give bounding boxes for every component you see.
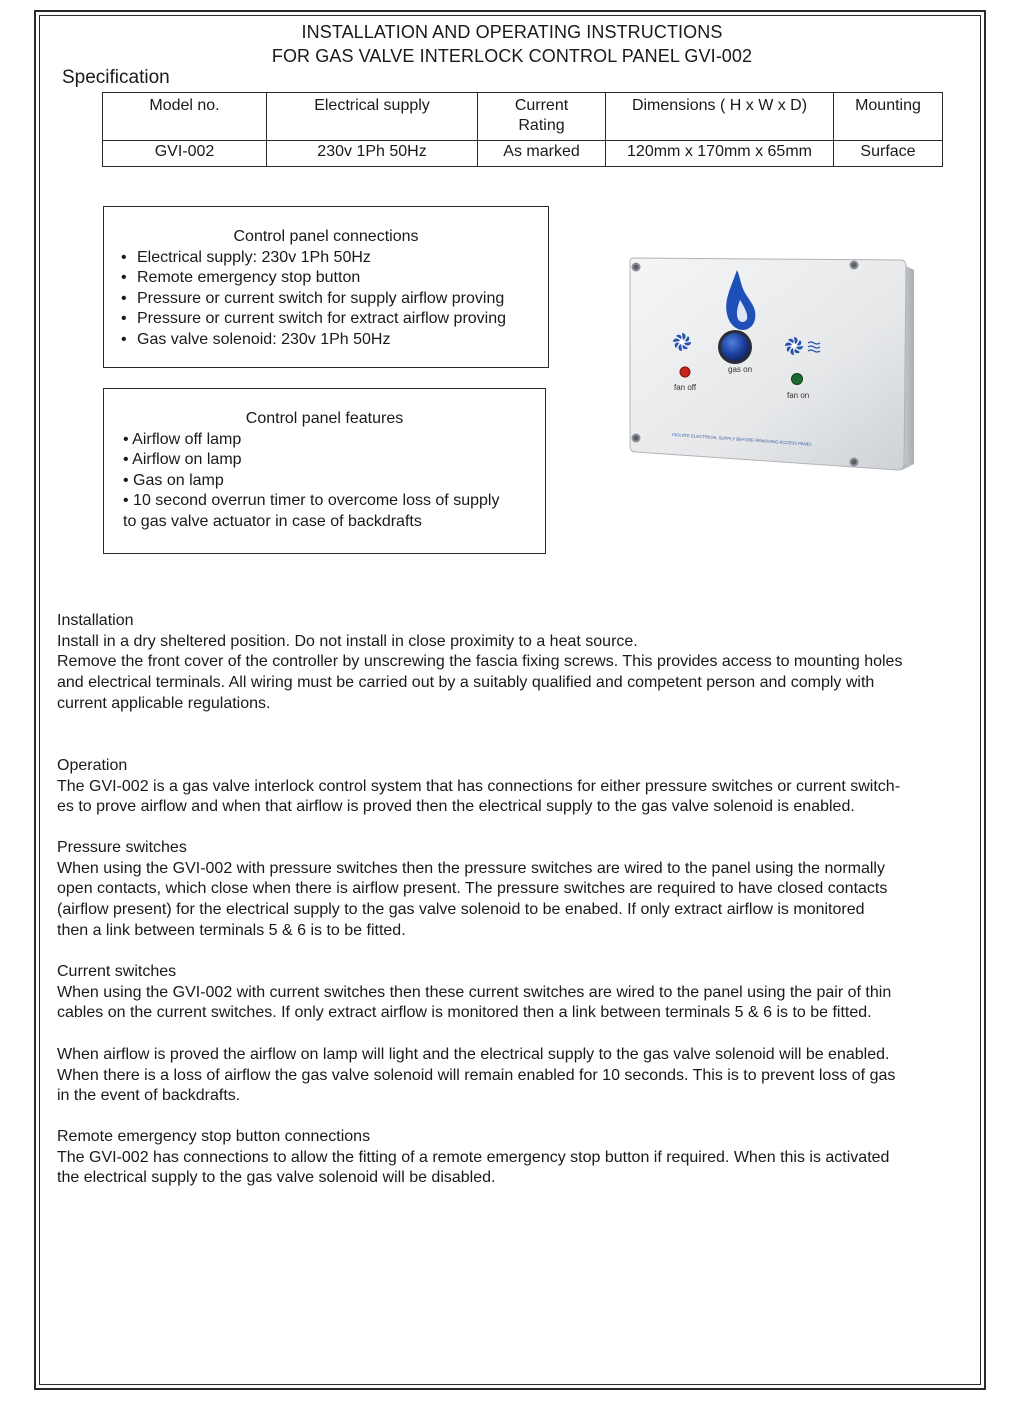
connection-item: • Gas valve solenoid: 230v 1Ph 50Hz (121, 330, 548, 351)
column-header-dimensions: Dimensions ( H x W x D) (606, 93, 834, 141)
connections-list (121, 248, 548, 351)
fan-off-lamp (680, 367, 690, 377)
features-title: Control panel features (245, 410, 404, 427)
airflow-line: When there is a loss of airflow the gas valve solenoid will remain enabled for 10 seconds. This is to prevent loss of gas (57, 1066, 896, 1084)
current-switches-heading: Current switches (57, 963, 177, 980)
document-title-line-2: FOR GAS VALVE INTERLOCK CONTROL PANEL GVI-002 (271, 46, 753, 66)
operation-heading: Operation (57, 757, 128, 774)
feature-item: • Gas on lamp (123, 471, 224, 489)
features-list (123, 430, 545, 533)
pressure-switches-heading: Pressure switches (57, 839, 187, 856)
cell-electrical-supply: 230v 1Ph 50Hz (267, 141, 478, 167)
operation-section (57, 756, 972, 818)
installation-line: Remove the front cover of the controller by unscrewing the fascia fixing screws. This provides access to mounting holes (57, 653, 903, 671)
gas-on-lamp (721, 333, 749, 361)
gas-on-label: gas on (728, 365, 753, 374)
remote-stop-heading: Remote emergency stop button connections (57, 1128, 371, 1145)
installation-line: and electrical terminals. All wiring must be carried out by a suitably qualified and competent person and comply with (57, 674, 875, 692)
document-title-line-1: INSTALLATION AND OPERATING INSTRUCTIONS (301, 22, 723, 42)
feature-item: • Airflow off lamp (123, 430, 242, 448)
cell-current-rating: As marked (478, 141, 606, 167)
screw-icon (632, 434, 641, 443)
airflow-line: When airflow is proved the airflow on lamp will light and the electrical supply to the gas valve solenoid will be enabled. (57, 1046, 890, 1063)
specification-heading: Specification (62, 67, 170, 88)
installation-line: current applicable regulations. (57, 694, 271, 712)
operation-line: es to prove airflow and when that airflow is proved then the electrical supply to the gas valve solenoid is enabled. (57, 798, 855, 816)
remote-stop-section (57, 1127, 972, 1189)
cell-dimensions: 120mm x 170mm x 65mm (606, 141, 834, 167)
installation-heading: Installation (57, 612, 134, 629)
screw-icon (850, 458, 859, 467)
remote-stop-line: The GVI-002 has connections to allow the fitting of a remote emergency stop button if required. When this is activated (57, 1148, 890, 1166)
feature-item: to gas valve actuator in case of backdrafts (123, 512, 422, 530)
connections-box (103, 206, 549, 368)
connection-item: • Pressure or current switch for supply airflow proving (121, 289, 548, 310)
fan-on-lamp (792, 374, 803, 385)
connection-item: • Remote emergency stop button (121, 268, 548, 289)
specification-table (102, 92, 943, 167)
current-switches-line: When using the GVI-002 with current switches then these current switches are wired to the panel using the pair of thin (57, 983, 892, 1001)
airflow-behaviour-section (57, 1045, 972, 1107)
pressure-switches-line: When using the GVI-002 with pressure switches then the pressure switches are wired to the panel using the normally (57, 859, 885, 877)
cell-mounting: Surface (834, 141, 943, 167)
column-header-model: Model no. (103, 93, 267, 141)
screw-icon (850, 261, 859, 270)
connection-item: • Electrical supply: 230v 1Ph 50Hz (121, 248, 548, 269)
pressure-switches-line: open contacts, which close when there is airflow present. The pressure switches are required to have closed contacts (57, 880, 888, 898)
column-header-mounting: Mounting (834, 93, 943, 141)
pressure-switches-section (57, 838, 972, 942)
fan-on-label: fan on (787, 391, 810, 400)
control-panel-product-image (624, 256, 916, 474)
fan-off-label: fan off (674, 383, 697, 392)
specification-data-row (103, 141, 943, 167)
installation-line: Install in a dry sheltered position. Do not install in close proximity to a heat source. (57, 632, 638, 650)
column-header-electrical-supply: Electrical supply (267, 93, 478, 141)
current-switches-line: cables on the current switches. If only extract airflow is monitored then a link between terminals 5 & 6 is to be fitted. (57, 1004, 872, 1022)
warning-label: ISOLATE ELECTRICAL SUPPLY BEFORE REMOVING ACCESS PANEL (671, 432, 813, 447)
cell-model: GVI-002 (103, 141, 267, 167)
pressure-switches-line: (airflow present) for the electrical supply to the gas valve solenoid to be enabed. If only extract airflow is monitored (57, 901, 865, 919)
current-switches-section (57, 962, 972, 1024)
features-box (103, 388, 546, 554)
connections-title: Control panel connections (233, 228, 419, 245)
operation-line: The GVI-002 is a gas valve interlock control system that has connections for either pressure switches or current switch- (57, 777, 901, 795)
remote-stop-line: the electrical supply to the gas valve solenoid will be disabled. (57, 1169, 496, 1187)
column-header-current-rating: Current Rating (478, 93, 606, 141)
connection-item: • Pressure or current switch for extract airflow proving (121, 309, 548, 330)
screw-icon (632, 263, 641, 272)
installation-section (57, 611, 972, 715)
feature-item: • 10 second overrun timer to overcome loss of supply (123, 492, 500, 509)
pressure-switches-line: then a link between terminals 5 & 6 is to be fitted. (57, 921, 406, 939)
airflow-line: in the event of backdrafts. (57, 1087, 241, 1105)
specification-header-row (103, 93, 943, 141)
feature-item: • Airflow on lamp (123, 451, 242, 468)
